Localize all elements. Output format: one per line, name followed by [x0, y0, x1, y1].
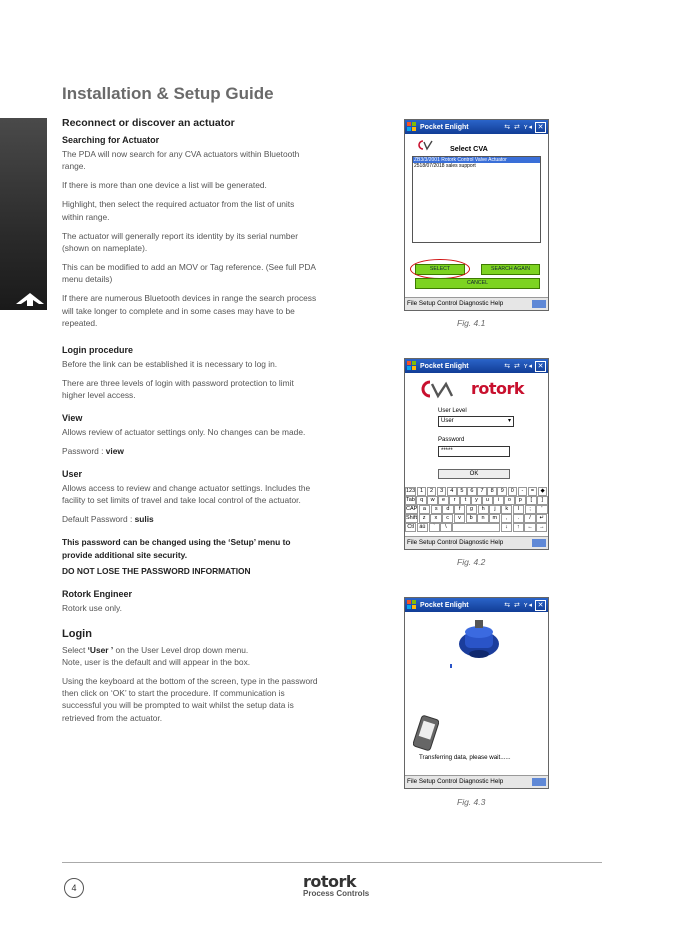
key[interactable]: ' [536, 505, 547, 514]
footer-logo [303, 872, 369, 898]
keyboard-icon[interactable] [532, 539, 546, 547]
key[interactable]: - [518, 487, 528, 496]
pda-device-icon [413, 715, 439, 751]
key[interactable]: 6 [467, 487, 477, 496]
text-column [62, 117, 318, 731]
user-heading: User [62, 468, 83, 479]
key[interactable]: ` [429, 523, 440, 532]
actuator-image [455, 618, 503, 662]
pda-title-bar [405, 359, 548, 373]
user-level-select[interactable]: User ▾ [438, 416, 514, 427]
actuator-list-item-selected[interactable]: ZB3/3/2001 Rotork Control Valve Actuator [413, 157, 540, 163]
section-marker-icon [14, 290, 46, 306]
key[interactable]: m [489, 514, 500, 523]
searching-p2: If there is more than one device a list will be generated. [62, 180, 267, 191]
page-title: Installation & Setup Guide [62, 84, 274, 103]
key[interactable]: 2 [427, 487, 437, 496]
pda-title-bar [405, 598, 548, 612]
key[interactable]: q [416, 496, 426, 505]
login-p2: Using the keyboard at the bottom of the screen, type in the password then click on ‘OK’ to start the procedure. If communication is successful you will be prompted to wait whilst the setup data is retrieved from the actuator. [62, 675, 318, 723]
key[interactable]: y [471, 496, 481, 505]
login-heading: Login [62, 627, 92, 640]
key[interactable]: ↓ [501, 523, 512, 532]
user-level-label: User Level [438, 408, 467, 414]
figure-caption: Fig. 4.2 [457, 557, 486, 567]
key[interactable]: z [419, 514, 430, 523]
ok-button[interactable]: OK [438, 469, 510, 479]
password-warning: This password can be changed using the ‘Setup’ menu to provide additional site security. [62, 537, 291, 560]
key[interactable]: n [477, 514, 488, 523]
close-icon[interactable]: ✕ [535, 361, 546, 372]
key[interactable]: c [442, 514, 453, 523]
key[interactable]: ↑ [513, 523, 524, 532]
password-input[interactable]: ***** [438, 446, 510, 457]
searching-heading: Searching for Actuator [62, 135, 160, 145]
cancel-button[interactable]: CANCEL [415, 278, 540, 289]
searching-p1: The PDA will now search for any CVA actuators within Bluetooth range. [62, 149, 300, 172]
space-key[interactable] [452, 523, 500, 532]
close-icon[interactable]: ✕ [535, 600, 546, 611]
key[interactable]: ◆ [538, 487, 548, 496]
pda-app-title: Pocket Enlight [420, 123, 469, 131]
figure-caption: Fig. 4.3 [457, 797, 486, 807]
reconnect-heading: Reconnect or discover an actuator [62, 117, 235, 129]
close-icon[interactable]: ✕ [535, 122, 546, 133]
windows-start-icon[interactable] [407, 122, 417, 132]
search-again-button[interactable]: SEARCH AGAIN [481, 264, 540, 275]
pda-menu-bar[interactable]: File Setup Control Diagnostic Help [405, 297, 548, 310]
pda-app-title: Pocket Enlight [420, 362, 469, 370]
key[interactable]: Tab [406, 497, 415, 503]
key[interactable]: \ [440, 523, 451, 532]
keyboard-icon[interactable] [532, 300, 546, 308]
key[interactable]: CAP [406, 506, 418, 512]
actuator-list[interactable] [412, 156, 541, 243]
view-heading: View [62, 413, 83, 424]
key[interactable]: g [466, 505, 477, 514]
key[interactable]: 9 [497, 487, 507, 496]
key[interactable]: r [449, 496, 459, 505]
pda-screen-select [404, 119, 549, 311]
key[interactable]: 5 [457, 487, 467, 496]
pda-screen-transfer [404, 597, 549, 789]
cva-logo-icon [417, 139, 433, 151]
pda-menu-bar[interactable]: File Setup Control Diagnostic Help [405, 775, 548, 788]
key[interactable]: ↵ [536, 514, 547, 523]
searching-p5: This can be modified to add an MOV or Tag reference. (See full PDA menu details) [62, 261, 316, 285]
key[interactable]: [ [526, 496, 536, 505]
key[interactable]: ; [525, 505, 536, 514]
key[interactable]: 123 [406, 488, 416, 494]
key[interactable]: Ctl [405, 523, 416, 532]
key[interactable]: l [513, 505, 524, 514]
engineer-heading: Rotork Engineer [62, 588, 133, 599]
status-icons: ⇆ ⇄ ʏ◂ [504, 363, 533, 370]
key[interactable]: ← [524, 523, 535, 532]
key[interactable]: 4 [447, 487, 457, 496]
status-icons: ⇆ ⇄ ʏ◂ [504, 124, 533, 131]
searching-p4: The actuator will generally report its identity by its serial number (shown on nameplate). [62, 230, 298, 253]
login-procedure-p2: There are three levels of login with password protection to limit higher level access. [62, 377, 294, 401]
key[interactable]: 7 [477, 487, 487, 496]
password-warning-caps: DO NOT LOSE THE PASSWORD INFORMATION [62, 565, 251, 576]
windows-start-icon[interactable] [407, 361, 417, 371]
select-button[interactable]: SELECT [415, 264, 465, 275]
key[interactable]: , [501, 514, 512, 523]
key[interactable]: 1 [417, 487, 427, 496]
progress-marker [450, 664, 452, 668]
chevron-down-icon: ▾ [507, 418, 511, 424]
rotork-logo: rotork [471, 379, 525, 398]
key[interactable]: → [536, 523, 547, 532]
keyboard-icon[interactable] [532, 778, 546, 786]
key[interactable]: w [427, 496, 437, 505]
key[interactable]: = [528, 487, 538, 496]
key[interactable]: 0 [508, 487, 518, 496]
key[interactable]: b [466, 514, 477, 523]
password-label: Password [438, 437, 465, 443]
key[interactable]: k [501, 505, 512, 514]
key[interactable]: o [504, 496, 514, 505]
select-cva-heading: Select CVA [450, 144, 488, 153]
pda-menu-bar[interactable]: File Setup Control Diagnostic Help [405, 536, 548, 549]
key[interactable]: h [478, 505, 489, 514]
pda-screen-login [404, 358, 549, 550]
footer-divider [62, 862, 602, 863]
searching-p6: If there are numerous Bluetooth devices in range the search process will take longer to complete and in some cases may have to be repeated. [62, 293, 317, 328]
key[interactable]: áü [417, 523, 428, 532]
view-p1: Allows review of actuator settings only. No changes can be made. [62, 427, 306, 438]
key[interactable]: p [515, 496, 525, 505]
key[interactable]: v [454, 514, 465, 523]
login-procedure-heading: Login procedure [62, 344, 134, 355]
side-tab [0, 118, 47, 310]
engineer-p1: Rotork use only. [62, 602, 122, 613]
login-procedure-p1: Before the link can be established it is necessary to log in. [62, 358, 278, 369]
key[interactable]: 3 [437, 487, 447, 496]
key[interactable]: d [442, 505, 453, 514]
user-password: Default Password : sulis [62, 514, 154, 525]
key[interactable]: . [513, 514, 524, 523]
key[interactable]: s [431, 505, 442, 514]
login-p1: Select ‘User ’ on the User Level drop down menu. Note, user is the default and will appear in the box. [62, 644, 251, 668]
actuator-list-item[interactable]: 2518/07/2018 sales support [414, 163, 476, 169]
pda-app-title: Pocket Enlight [420, 601, 469, 609]
key[interactable]: x [430, 514, 441, 523]
key[interactable]: ] [537, 496, 547, 505]
user-p1: Allows access to review and change actuator settings. Includes the facility to set limits of travel and take local control of the actuator. [62, 482, 311, 506]
key[interactable]: j [489, 505, 500, 514]
key[interactable]: u [482, 496, 492, 505]
key[interactable]: Shift [406, 515, 418, 521]
key[interactable]: 8 [487, 487, 497, 496]
searching-p3: Highlight, then select the required actuator from the list of units within range. [62, 199, 295, 222]
status-icons: ⇆ ⇄ ʏ◂ [504, 602, 533, 609]
key[interactable]: i [493, 496, 503, 505]
key[interactable]: / [524, 514, 535, 523]
rotork-logo: rotork [303, 872, 357, 891]
windows-start-icon[interactable] [407, 600, 417, 610]
key[interactable]: e [438, 496, 448, 505]
key[interactable]: a [419, 505, 430, 514]
figure-caption: Fig. 4.1 [457, 318, 486, 328]
soft-keyboard [405, 487, 548, 537]
page-number: 4 [64, 878, 84, 898]
highlight-ring [410, 259, 470, 279]
pda-title-bar [405, 120, 548, 134]
cva-logo-icon [419, 379, 455, 399]
view-password: Password : view [62, 446, 124, 456]
logo-subtitle: Process Controls [303, 889, 370, 898]
key[interactable]: f [454, 505, 465, 514]
transfer-status: Transferring data, please wait...... [419, 754, 511, 761]
key[interactable]: t [460, 496, 470, 505]
